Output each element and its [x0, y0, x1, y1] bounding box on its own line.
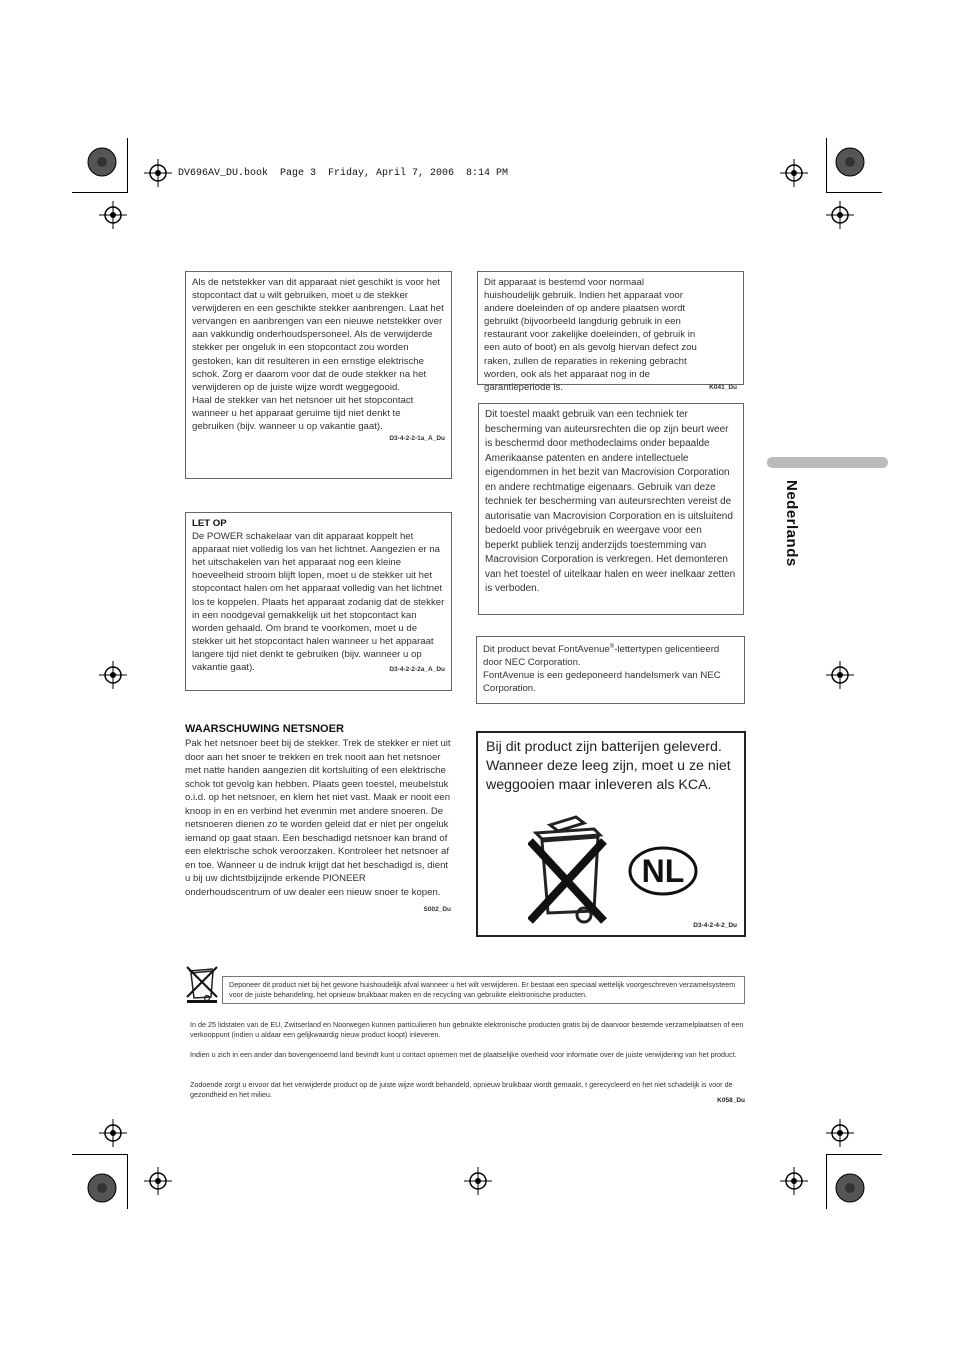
registration-mark-icon	[826, 201, 854, 229]
doc-code: D3-4-2-2-1a_A_Du	[389, 435, 445, 443]
crossed-bin-small-icon	[185, 963, 219, 1003]
household-use-box	[477, 271, 744, 393]
language-tab-bar	[767, 457, 888, 468]
registration-mark-icon	[99, 661, 127, 689]
doc-code: K041_Du	[709, 383, 737, 391]
caution-heading: LET OP	[192, 518, 227, 529]
crossed-bin-icon	[528, 815, 610, 927]
registration-mark-icon	[780, 159, 808, 187]
starburst-icon	[835, 1173, 865, 1203]
doc-code: D3-4-2-4-2_Du	[693, 922, 737, 929]
nl-country-label: NL	[641, 853, 685, 889]
doc-code: D3-4-2-2-2a_A_Du	[389, 666, 445, 674]
battery-notice-box	[476, 731, 746, 937]
fontavenue-trademark-text: FontAvenue is een gedeponeerd handelsmerk van NEC Corporation.	[483, 670, 721, 695]
registration-mark-icon	[144, 1167, 172, 1195]
cord-warning-text: Pak het netsnoer beet bij de stekker. Trek de stekker er niet uit door aan het snoer te trekken en trek nooit aan het netsnoer met natte handen aangezien dit kortsluiting of een elektrische schok tot gevolg kan hebben. Plaats geen toestel, meubelstuk o.i.d. op het netsnoer, en klem het niet vast. Maak er nooit een knoop in en en verbind het evenmin met andere snoeren. De netsnoeren dienen zo te worden geleid dat er niet per ongeluk iemand op gaat staan. Een beschadigd netsnoer kan brand of een elektrische schok veroorzaken. Kontroleer het netsnoer af en toe. Wanneer u de indruk krijgt dat het beschadigd is, dient u bij uw dichtstbijzijnde erkende PIONEER onderhoudscentrum of uw dealer een nieuw snoer te kopen.	[185, 738, 451, 898]
fontavenue-text	[483, 641, 738, 669]
starburst-icon	[87, 147, 117, 177]
starburst-icon	[87, 1173, 117, 1203]
file-info-header: DV696AV_DU.book Page 3 Friday, April 7, 2006 8:14 PM	[178, 168, 509, 179]
caution-box	[185, 512, 452, 691]
plug-notice-text-2: Haal de stekker van het netsnoer uit het stopcontact wanneer u het apparaat geruime tijd niet denkt te gebruiken (bijv. wanneer u op vakantie gaat).	[192, 394, 414, 433]
registration-mark-icon	[99, 201, 127, 229]
doc-code: S002_Du	[423, 906, 451, 913]
disposal-notice-box: Deponeer dit product niet bij het gewone huishoudelijk afval wanneer u het wilt verwijderen. Er bestaat een speciaal wettelijk voorgeschreven verzamelsysteem voor de juiste behandeling, het opnieuw bruikbaar maken en de recycling van gebruikte elektronische producten.	[222, 976, 745, 1004]
fontavenue-text-a: Dit product bevat FontAvenue	[483, 644, 610, 656]
registration-mark-icon	[780, 1167, 808, 1195]
caution-text: De POWER schakelaar van dit apparaat koppelt het apparaat niet volledig los van het lichtnet. Aangezien er na het uitschakelen van het apparaat nog een kleine hoeveelheid stroom blijft lopen, moet u de stekker uit het stopcontact halen om het apparaat volledig van het lichtnet los te koppelen. Plaats het apparaat zodanig dat de stekker in een noodgeval gemakkelijk uit het stopcontact kan worden gehaald. Om brand te voorkomen, moet u de stekker uit het stopcontact halen wanneer u het apparaat langere tijd niet denkt te gebruiken (bijv. wanneer u op vakantie gaat).	[192, 531, 445, 674]
disposal-paragraph-3: Zodoende zorgt u ervoor dat het verwijderde product op de juiste wijze wordt behandeld, opnieuw bruikbaar wordt gemaakt, t gerecycleerd en het niet schadelijk is voor de gezondheid en het milieu.	[190, 1080, 733, 1099]
disposal-paragraph-2: Indien u zich in een ander dan bovengenoemd land bevindt kunt u contact opnemen met de plaatselijke overheid voor informatie over de juiste verwijdering van het product.	[190, 1050, 737, 1059]
registered-mark: ®	[609, 644, 615, 650]
household-use-text: Dit apparaat is bestemd voor normaal huishoudelijk gebruik. Indien het apparaat voor andere doeleinden of op andere plaatsen wordt gebruikt (bijvoorbeeld langdurig gebruik in een restaurant voor zakelijke doeleinden, of gebruik in een auto of boot) en als gevolg hiervan defect zou raken, zullen de reparaties in rekening gebracht worden, ook als het apparaat nog in de garantieperiode is.	[484, 277, 697, 393]
plug-notice-box	[185, 271, 452, 479]
cord-warning-heading: WAARSCHUWING NETSNOER	[185, 723, 344, 735]
macrovision-text: Dit toestel maakt gebruik van een techniek ter bescherming van auteursrechten die op zijn beurt weer is beschermd door methodeclaims onder bepaalde Amerikaanse patenten en andere intellectuele eigendommen in het bezit van Macrovision Corporation en andere rechtmatige eigenaars. Gebruik van deze techniek ter bescherming van auteursrechten vereist de autorisatie van Macrovision Corporation en is uitsluitend bedoeld voor privégebruik en weergave voor een beperkt publiek tenzij anderzijds toestemming van Macrovision Corporation is verkregen. Het demonteren van het toestel of uitelkaar halen en weer inelkaar zetten is verboden.	[485, 409, 736, 594]
registration-mark-icon	[99, 1119, 127, 1147]
registration-mark-icon	[464, 1167, 492, 1195]
fontavenue-text-b: -lettertypen gelicentieerd door NEC Corporation.	[483, 644, 720, 669]
language-tab-label: Nederlands	[783, 480, 800, 567]
plug-notice-text: Als de netstekker van dit apparaat niet geschikt is voor het stopcontact dat u wilt gebruiken, moet u de stekker verwijderen en een geschikte stekker aanbrengen. Laat het vervangen en aanbrengen van een nieuwe netstekker over aan vakkundig onderhoudspersoneel. Als de verwijderde stekker per ongeluk in een stopcontact zou worden gestoken, kan dit resulteren in een ernstige elektrische schok. Zorg er daarom voor dat de oude stekker na het verwijderen op de juiste wijze wordt weggegooid.	[192, 277, 444, 393]
cord-warning-body	[185, 737, 451, 917]
macrovision-box	[478, 403, 744, 615]
doc-code: K058_Du	[717, 1097, 745, 1104]
registration-mark-icon	[144, 159, 172, 187]
battery-notice-text: Bij dit product zijn batterijen geleverd. Wanneer deze leeg zijn, moet u ze niet weggooien maar inleveren als KCA.	[486, 739, 731, 793]
registration-mark-icon	[826, 661, 854, 689]
fontavenue-box	[476, 636, 745, 704]
registration-mark-icon	[826, 1119, 854, 1147]
disposal-paragraph-1: In de 25 lidstaten van de EU, Zwitserland en Noorwegen kunnen particulieren hun gebruikte elektronische producten gratis bij de daarvoor bestemde verzamelplaatsen of een verkooppunt (indien u aldaar een gelijkwaardig nieuw product koopt) inleveren.	[190, 1020, 744, 1039]
starburst-icon	[835, 147, 865, 177]
